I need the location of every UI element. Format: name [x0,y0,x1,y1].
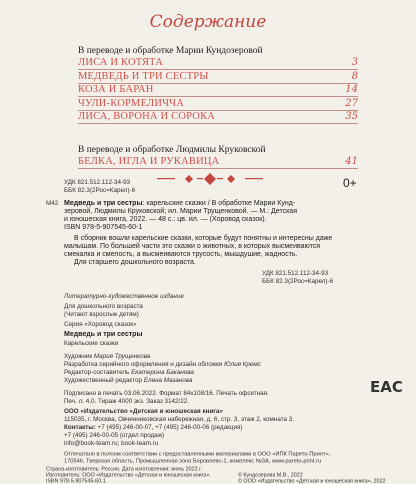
abstract-line-2: малышам. По большей части это сказки о животных, в которых высмеиваются [64,243,321,250]
toc-row [78,71,358,84]
printed-at: Отпечатано в полном соответствии с предоставленными материалами в ООО «ИПК Парето-Принт», [64,451,331,458]
toc-section-1: В переводе и обработке Марии Кундозеровой [78,46,263,56]
read-by-adults: (Читают взрослые детям) [64,311,139,318]
toc-item-name: ЛИСА, ВОРОНА И СОРОКА [78,111,216,122]
printed-at-2: 170546, Тверская область, Промышленная зона Боровлево-1, комплекс №3А, www.pareto-print.ru [64,458,322,465]
contacts-label: Контакты: [64,424,96,431]
design-label: Разработка серийного оформления и дизайн обложки [64,361,223,368]
udk-bottom: УДК 821.512.112-34-93 [262,270,329,277]
toc-row [78,57,358,70]
cutter-code: М42 [46,200,59,207]
illustrator-line [64,353,150,360]
toc-item-page: 27 [345,97,358,109]
toc-item-page: 41 [345,156,358,167]
toc-row [78,98,358,111]
toc-row [78,111,358,124]
biblio-isbn: ISBN 978-5-907545-60-1 [64,224,143,231]
toc-item-page: 35 [345,111,358,122]
web: info@book-team.ru; book-team.ru [64,440,159,447]
contacts-line [64,424,243,431]
illustrator-name: Мария Трущенкова [93,353,151,360]
toc-item-page: 14 [345,84,358,95]
toc-row [78,84,358,97]
biblio-title: Медведь и три сестры [64,200,143,207]
toc-title: Содержание [149,12,267,32]
toc-item-name: МЕДВЕДЬ И ТРИ СЕСТРЫ [78,70,209,82]
toc-item-name: КОЗА И БАРАН [78,84,154,95]
editor-label: Редактор-составитель [64,369,130,376]
print-signed-format: /16. Печать офсетная. [204,390,269,397]
toc-section-2: В переводе и обработке Людмилы Круковской [78,145,266,155]
illustrator-label: Художник [64,353,93,360]
copyright-1: © Кундозерова М.В., 2022 [238,472,303,478]
biblio-line-1 [64,200,295,208]
print-signed [64,390,269,397]
book-subtitle: Карельские сказки [64,340,119,347]
copyright-2: © ООО «Издательство «Детская и юношеская книга», 2022 [238,478,386,484]
eac-mark-icon [370,376,403,396]
toc-leader-line [78,168,358,169]
abstract-line-4: Для старшего дошкольного возраста. [74,259,196,266]
book-title: Медведь и три сестры [64,331,143,338]
editor-name: Екатерина Баканова [131,369,194,376]
manufacturer: Изготовитель: ООО «Издательство «Детская и юношеская книга». [46,472,211,478]
print-sheets: Печ. л. 4,0. Тираж 4000 экз. Заказ 3142/22. [64,398,190,405]
address: 115035, г. Москва, Овчинниковская набережная, д. 6, стр. 3, этаж 2, комната 3. [64,416,295,423]
biblio-line-2: зеровой, Людмилы Круковской; ил. Марии Трущенковой. — М.: Детская [64,208,297,215]
for-age: Для дошкольного возраста [64,303,143,310]
abstract-line-3: смекалка и смелость, а высмеиваются трусость, мышдушие, жадность. [64,251,298,258]
age-rating: 0+ [343,176,357,190]
abstract-line-1: В сборник вошли карельские сказки, которые будут понятны и интересны даже [74,235,333,242]
publisher: ООО «Издательство «Детская и юношеская книга» [64,408,223,415]
toc-item-page: 3 [351,57,358,68]
contacts-phones: +7 (495) 246-00-07, +7 (495) 246-00-06 (редакция) [97,424,243,431]
lit-edition: Литературно-художественное издание [64,293,184,300]
sales-phone: +7 (495) 246-00-05 (отдел продаж) [64,432,165,439]
toc-item-name: ЛИСА И КОТЯТА [78,57,164,68]
country: Страна-изготовитель: Россия. Дата изготовления: июнь 2022 г. [46,466,202,472]
designer-name: Юлия Кремс [224,361,261,368]
art-editor-line [64,377,192,384]
eac-mark-text: ЕАС [370,378,403,396]
bbk-bottom: ББК 82.3(2Рос=Карел)-6 [262,278,334,285]
isbn-bottom: ISBN 978-5-907545-60-1 [46,478,106,484]
series: Серия «Хоровод сказок» [64,321,137,328]
biblio-line1-rest: : карельские сказки / В обработке Марии Кунд- [142,200,296,207]
print-signed-main: Подписано в печать 03.06.2022. Формат 84x108 [64,390,205,397]
toc-item-name: ЧУЛИ-КОРМЕЛИЧЧА [78,97,184,109]
art-editor-name: Елена Мазанова [143,377,193,384]
design-line [64,361,261,368]
toc-leader-line [78,123,358,124]
bbk-top: ББК 82.3(2Рос=Карел)-6 [64,187,136,194]
art-editor-label: Художественный редактор [64,377,143,384]
udk-top: УДК 821.512.112-34-93 [64,179,131,186]
biblio-line-3: и юношеская книга, 2022. — 48 с.: цв. ил. — (Хоровод сказок). [64,216,267,223]
editor-line [64,369,194,376]
toc-item-name: БЕЛКА, ИГЛА И РУКАВИЦА [78,156,220,167]
ornament-divider [155,172,265,186]
toc-item-page: 8 [351,70,358,82]
toc-row [78,156,358,169]
